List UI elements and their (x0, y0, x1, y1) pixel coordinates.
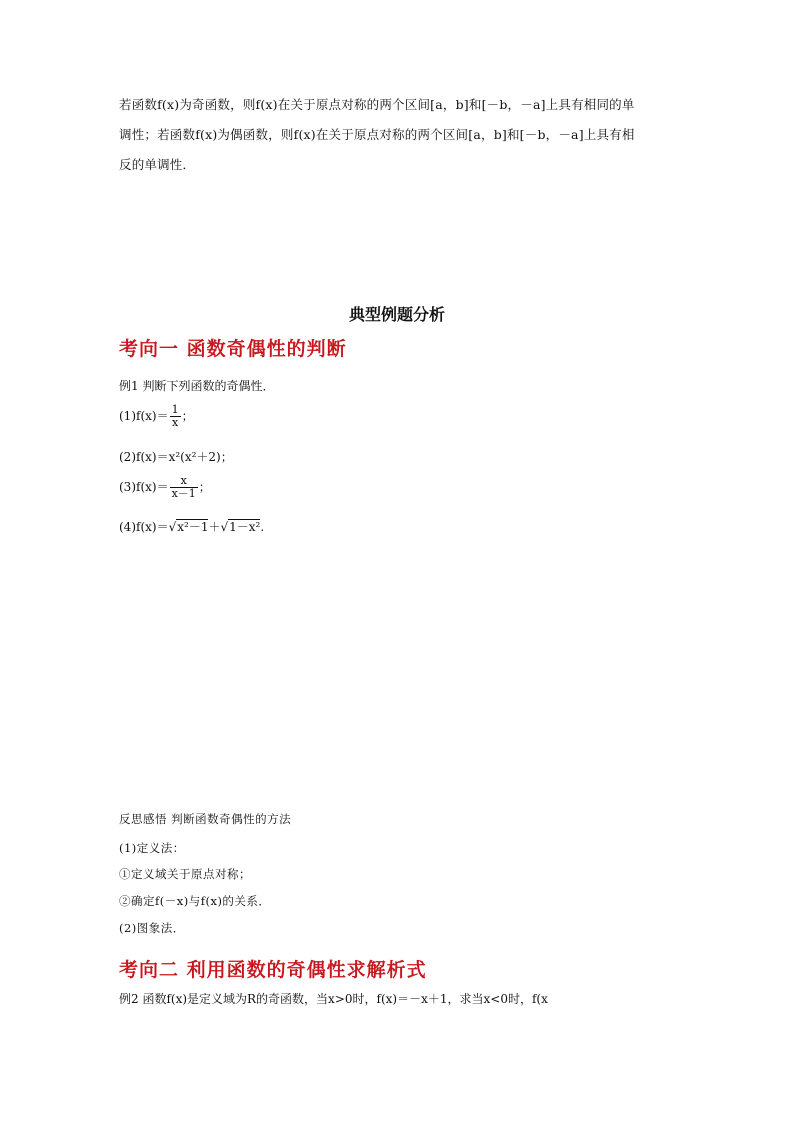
item1-denominator: x (170, 416, 181, 429)
example1-item-3 (119, 475, 211, 500)
intro-paragraph (119, 90, 679, 180)
topic1-heading: 考向一 函数奇偶性的判断 (119, 338, 347, 360)
reflection-line-3: ②确定f(－x)与f(x)的关系． (119, 894, 271, 908)
item3-fraction (170, 475, 198, 500)
example1-item-2: (2)f(x)＝x²(x²＋2)； (119, 450, 233, 464)
example1-prompt: 例1 判断下列函数的奇偶性． (119, 379, 275, 393)
item1-suffix: ； (181, 409, 194, 423)
intro-line-3: 反的单调性． (119, 157, 196, 172)
topic2-heading: 考向二 利用函数的奇偶性求解析式 (119, 959, 427, 981)
sqrt-icon: √ (220, 520, 229, 534)
example1-item-4 (119, 518, 264, 535)
sqrt-icon: √ (168, 520, 177, 534)
section-title: 典型例题分析 (348, 305, 445, 324)
item4-plus: ＋ (208, 520, 221, 534)
item3-numerator: x (180, 474, 187, 487)
reflection-line-1: (1)定义法： (119, 841, 185, 855)
item4-prefix: (4)f(x)＝ (119, 520, 169, 534)
reflection-title: 反思感悟 判断函数奇偶性的方法 (119, 812, 292, 826)
item3-prefix: (3)f(x)＝ (119, 480, 169, 494)
intro-line-2: 调性；若函数f(x)为偶函数，则f(x)在关于原点对称的两个区间[a，b]和[－b，－a]上具有相 (119, 127, 635, 142)
reflection-line-2: ①定义域关于原点对称； (119, 867, 251, 881)
item4-suffix: . (260, 520, 265, 534)
item4-radicand-1: x²－1 (177, 520, 209, 534)
item1-prefix: (1)f(x)＝ (119, 409, 169, 423)
reflection-line-4: (2)图象法． (119, 921, 185, 935)
intro-line-1: 若函数f(x)为奇函数，则f(x)在关于原点对称的两个区间[a，b]和[－b，－a]上具有相同的单 (119, 97, 635, 112)
item3-denominator: x－1 (171, 487, 196, 500)
item4-radicand-2: 1－x² (229, 520, 261, 534)
item1-numerator: 1 (171, 403, 179, 416)
example1-item-1 (119, 404, 194, 429)
item1-fraction (170, 404, 181, 429)
example2-prompt: 例2 函数f(x)是定义域为R的奇函数，当x>0时，f(x)＝－x＋1，求当x<0时，f(x (119, 992, 548, 1006)
item3-suffix: ； (198, 480, 211, 494)
